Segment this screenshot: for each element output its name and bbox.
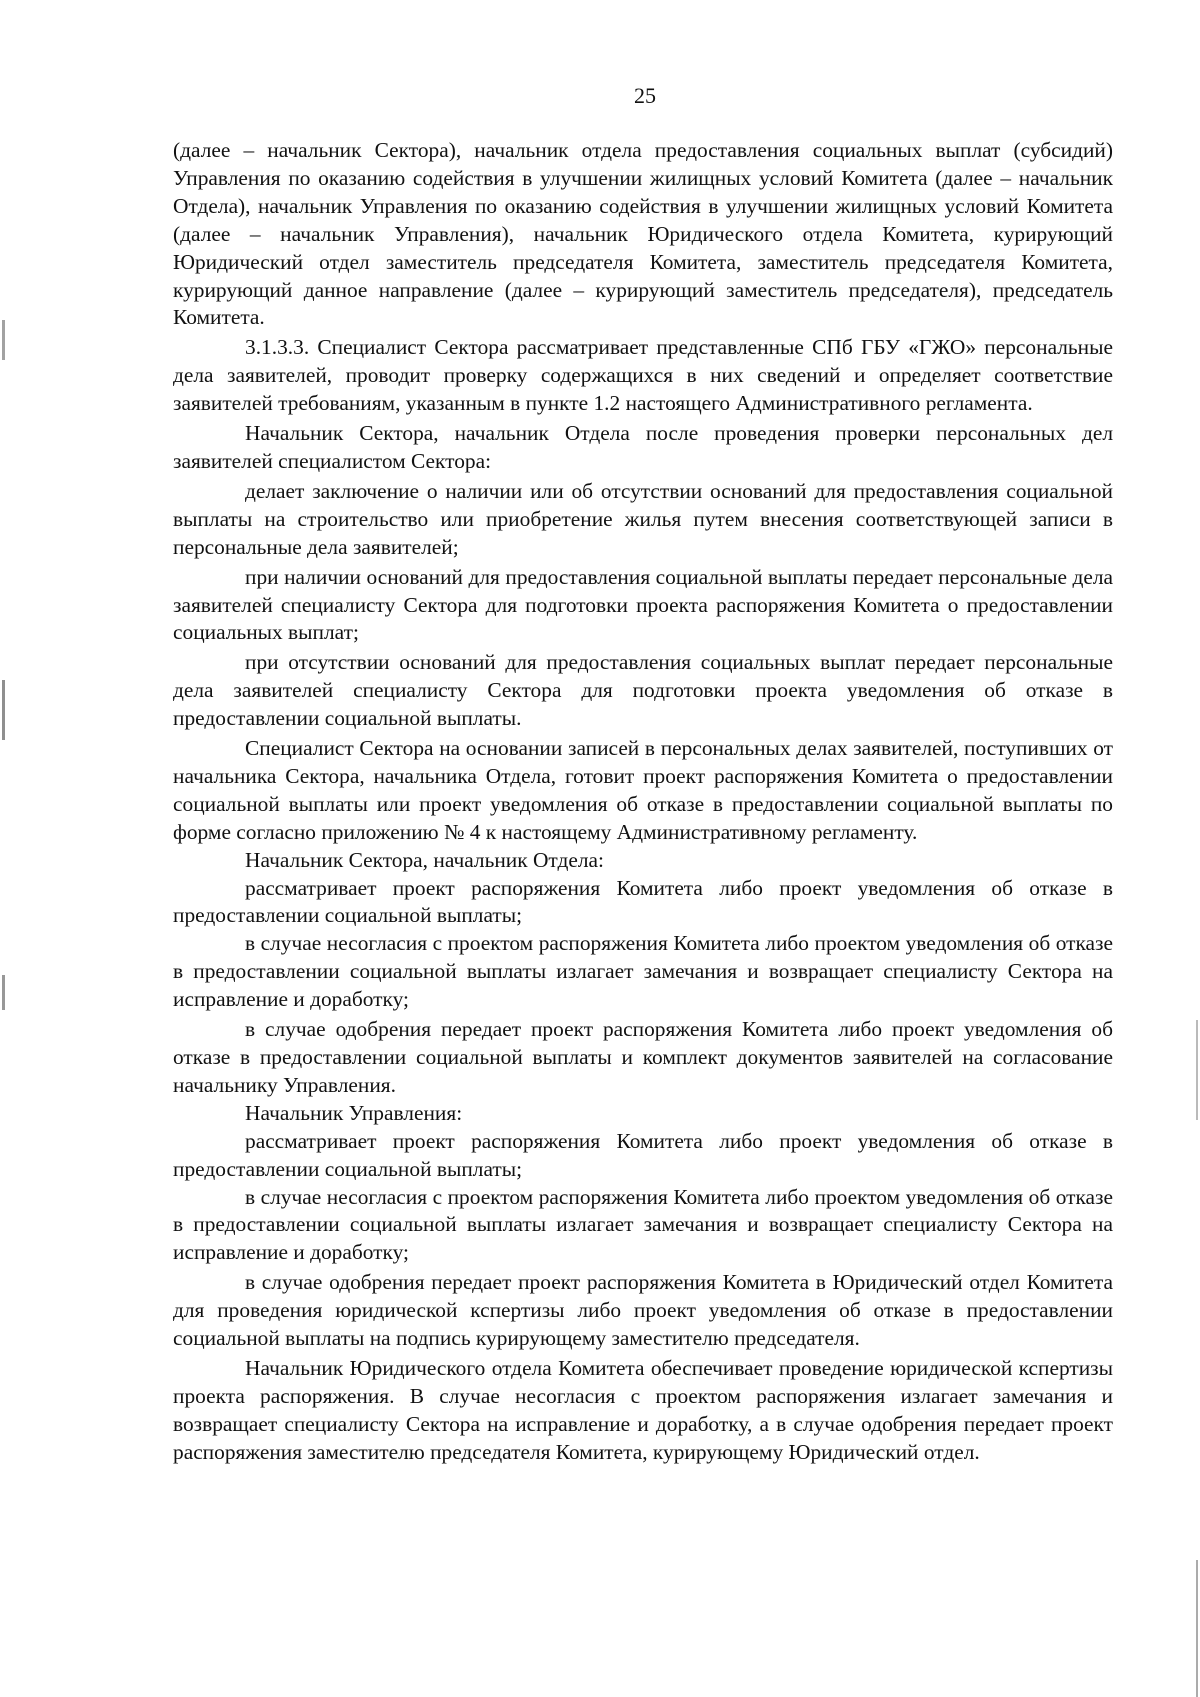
paragraph: в случае одобрения передает проект распоряжения Комитета либо проект уведомления об отказе в предоставлении социальной выплаты и комплект документов заявителей на согласование начальнику Управления. <box>173 1017 1113 1097</box>
paragraph: Начальник Управления: <box>245 1100 463 1125</box>
document-body <box>173 137 1113 1467</box>
paragraph: рассматривает проект распоряжения Комитета либо проект уведомления об отказе в предоставлении социальной выплаты; <box>173 875 1113 928</box>
paragraph: (далее – начальник Сектора), начальник отдела предоставления социальных выплат (субсидий) Управления по оказанию содействия в улучшении жилищных условий Комитета (далее – начальник Отдела), начальник Управления по оказанию содействия в улучшении жилищных условий Комитета (далее – начальник Управления), начальник Юридического отдела Комитета, курирующий Юридический отдел заместитель председателя Комитета, заместитель председателя Комитета, курирующий данное направление (далее – курирующий заместитель председателя), председатель Комитета. <box>173 138 1113 330</box>
paragraph: в случае несогласия с проектом распоряжения Комитета либо проектом уведомления об отказе в предоставлении социальной выплаты излагает замечания и возвращает специалисту Сектора на исправление и доработку; <box>173 1184 1113 1265</box>
paragraph: Начальник Сектора, начальник Отдела: <box>245 847 604 872</box>
paragraph: в случае одобрения передает проект распоряжения Комитета в Юридический отдел Комитета для проведения юридической кспертизы либо проект уведомления об отказе в предоставлении социальной выплаты на подпись курирующему заместителю председателя. <box>173 1270 1113 1351</box>
scan-edge-left <box>2 0 5 1697</box>
paragraph: Начальник Юридического отдела Комитета обеспечивает проведение юридической кспертизы проекта распоряжения. В случае несогласия с проектом распоряжения излагает замечания и возвращает специалисту Сектора на исправление и доработку, а в случае одобрения передает проект распоряжения заместителю председателя Комитета, курирующему Юридический отдел. <box>173 1355 1113 1464</box>
paragraph: при отсутствии оснований для предоставления социальных выплат передает персональные дела заявителей специалисту Сектора для подготовки проекта уведомления об отказе в предоставлении социальной выплаты. <box>173 650 1113 731</box>
paragraph: Начальник Сектора, начальник Отдела после проведения проверки персональных дел заявителей специалистом Сектора: <box>173 421 1113 473</box>
scan-edge-right <box>1196 0 1198 1697</box>
paragraph: рассматривает проект распоряжения Комитета либо проект уведомления об отказе в предоставлении социальной выплаты; <box>173 1128 1113 1181</box>
paragraph: в случае несогласия с проектом распоряжения Комитета либо проектом уведомления об отказе в предоставлении социальной выплаты излагает замечания и возвращает специалисту Сектора на исправление и доработку; <box>173 931 1113 1012</box>
paragraph: 3.1.3.3. Специалист Сектора рассматривает представленные СПб ГБУ «ГЖО» персональные дела заявителей, проводит проверку содержащихся в них сведений и определяет соответствие заявителей требованиям, указанным в пункте 1.2 настоящего Административного регламента. <box>173 335 1113 416</box>
paragraph: делает заключение о наличии или об отсутствии оснований для предоставления социальной выплаты на строительство или приобретение жилья путем внесения соответствующей записи в персональные дела заявителей; <box>173 478 1113 559</box>
paragraph: Специалист Сектора на основании записей в персональных делах заявителей, поступивших от начальника Сектора, начальника Отдела, готовит проект распоряжения Комитета о предоставлении социальной выплаты или проект уведомления об отказе в предоставлении социальной выплаты по форме согласно приложению № 4 к настоящему Административному регламенту. <box>173 736 1113 844</box>
paragraph: при наличии оснований для предоставления социальной выплаты передает персональные дела заявителей специалисту Сектора для подготовки проекта распоряжения Комитета о предоставлении социальных выплат; <box>173 564 1113 645</box>
page-number: 25 <box>634 83 656 108</box>
